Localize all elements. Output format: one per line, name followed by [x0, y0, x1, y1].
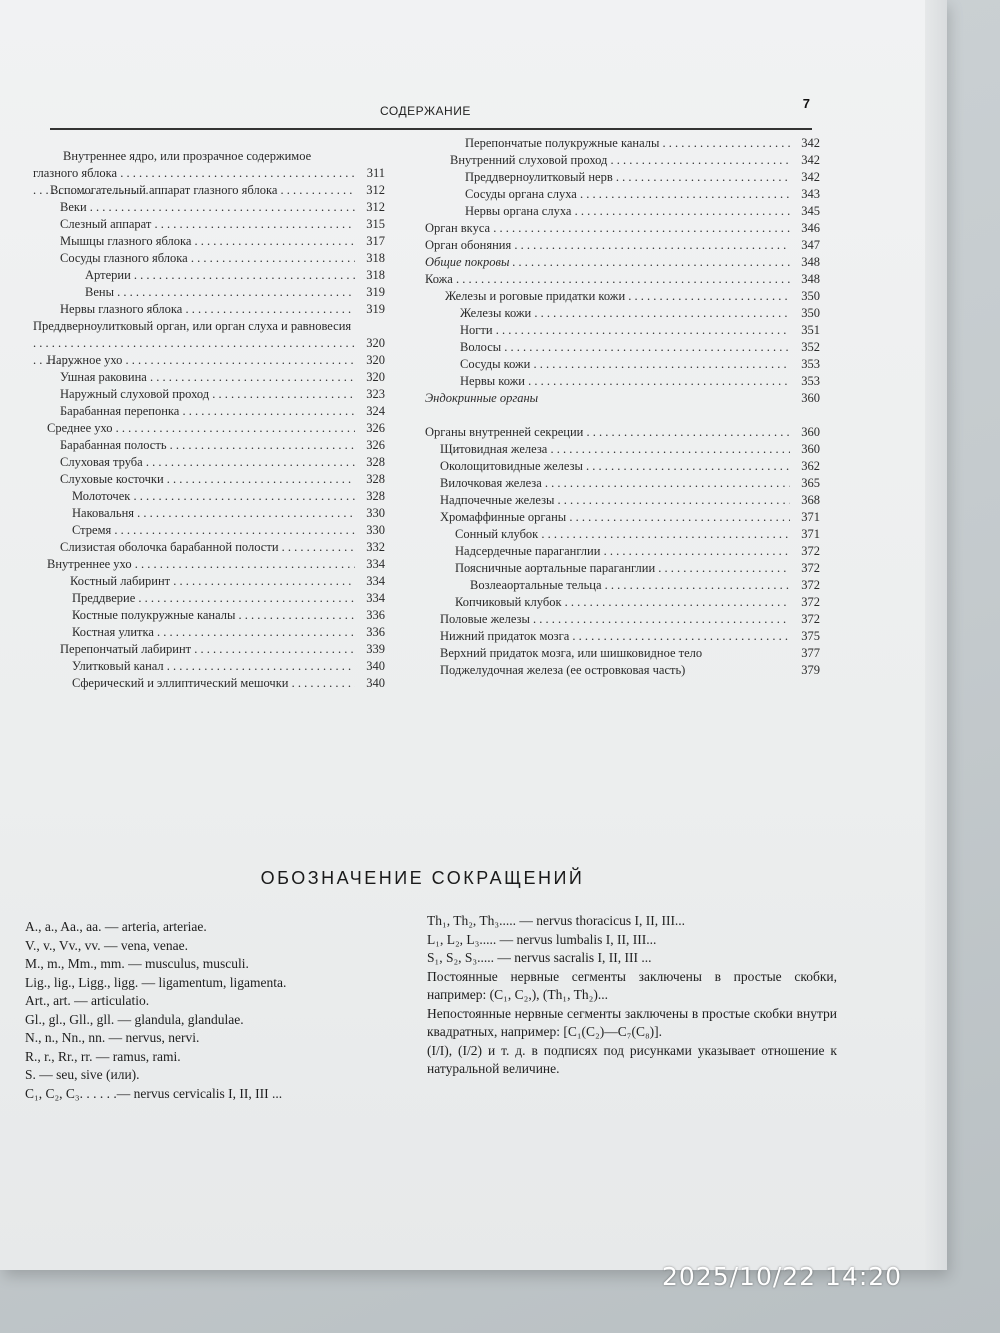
toc-entry-page: 340 [366, 659, 385, 673]
toc-entry [30, 675, 385, 692]
toc-entry [425, 322, 820, 339]
toc-entry-page: 318 [366, 268, 385, 282]
toc-entry-title: Слизистая оболочка барабанной полости . . . [30, 539, 355, 556]
toc-entry-title: Орган обоняния . . . [425, 237, 790, 254]
toc-entry [425, 475, 820, 492]
toc-entry-page: 342 [801, 170, 820, 184]
toc-entry-page: 348 [801, 272, 820, 286]
toc-entry-title: Преддверноулитковый орган, или орган слуха и равновесия . . . [30, 318, 355, 369]
toc-entry-title: Поясничные аортальные параганглии . . . [425, 560, 790, 577]
toc-entry [425, 645, 820, 662]
toc-entry-title: Ушная раковина . . . [30, 369, 355, 386]
toc-entry [425, 560, 820, 577]
toc-entry-title: Молоточек . . . [30, 488, 355, 505]
toc-entry-title: Веки . . . [30, 199, 355, 216]
toc-entry-title: Перепончатые полукружные каналы . . . [425, 135, 790, 152]
toc-entry-title: Сосуды органа слуха . . . [425, 186, 790, 203]
abbreviation-line: S. — seu, sive (или). [25, 1067, 140, 1082]
toc-entry-title: Артерии . . . [30, 267, 355, 284]
toc-entry-page: 372 [801, 561, 820, 575]
toc-entry-page: 312 [366, 183, 385, 197]
toc-entry-title: Верхний придаток мозга, или шишковидное тело [440, 646, 703, 660]
toc-entry [425, 577, 820, 594]
toc-entry-page: 336 [366, 608, 385, 622]
abbreviation-note: Непостоянные нервные сегменты заключены в простые скобки внутри квадратных, например: [C₁(C₂)—C₇(C₈)]. [427, 1005, 837, 1039]
toc-entry-page: 318 [366, 251, 385, 265]
toc-entry-page: 340 [366, 676, 385, 690]
toc-entry-title: Наковальня . . . [30, 505, 355, 522]
toc-entry-title: Эндокринные органы [425, 391, 539, 405]
toc-entry [30, 420, 385, 437]
toc-entry-title: Костный лабиринт . . . [30, 573, 355, 590]
toc-entry-title: Возлеаортальные тельца . . . [425, 577, 790, 594]
abbreviation-note: (I/I), (I/2) и т. д. в подписях под рисунками указывает отношение к натуральной величине. [427, 1042, 837, 1076]
toc-entry-page: 350 [801, 289, 820, 303]
toc-entry [425, 424, 820, 441]
toc-entry-page: 332 [366, 540, 385, 554]
page-edge [925, 0, 947, 1270]
toc-entry [425, 662, 820, 679]
abbreviation-line: Lig., lig., Ligg., ligg. — ligamentum, ligamenta. [25, 974, 287, 990]
toc-entry-page: 311 [366, 166, 385, 180]
toc-entry-title: Сосуды кожи . . . [425, 356, 790, 373]
toc-entry [30, 641, 385, 658]
toc-entry-page: 336 [366, 625, 385, 639]
toc-entry-page: 362 [801, 459, 820, 473]
toc-entry-page: 375 [801, 629, 820, 643]
toc-gap [425, 407, 820, 424]
toc-entry-title: Преддверие . . . [30, 590, 355, 607]
toc-entry-page: 360 [801, 442, 820, 456]
toc-entry [425, 526, 820, 543]
toc-entry [425, 220, 820, 237]
toc-entry [425, 594, 820, 611]
toc-entry-title: Вспомогательный аппарат глазного яблока . . . [30, 182, 355, 199]
toc-entry [30, 437, 385, 454]
toc-entry [30, 658, 385, 675]
toc-entry [425, 492, 820, 509]
toc-entry-title: Костные полукружные каналы . . . [30, 607, 355, 624]
toc-entry-page: 312 [366, 200, 385, 214]
toc-entry [425, 152, 820, 169]
abbreviation-line: A., a., Aa., aa. — arteria, arteriae. [25, 919, 207, 934]
toc-entry [30, 488, 385, 505]
toc-entry-title: Сонный клубок . . . [425, 526, 790, 543]
abbreviation-line: Th₁, Th₂, Th₃..... — nervus thoracicus I, II, III... [427, 913, 686, 928]
toc-entry-page: 353 [801, 357, 820, 371]
toc-entry [30, 148, 385, 182]
toc-entry [30, 250, 385, 267]
toc-entry-page: 334 [366, 574, 385, 588]
toc-entry [30, 539, 385, 556]
toc-entry-title: Нижний придаток мозга . . . [425, 628, 790, 645]
toc-entry [425, 271, 820, 288]
toc-entry [30, 352, 385, 369]
toc-entry-title: Барабанная перепонка . . . [30, 403, 355, 420]
toc-entry-page: 353 [801, 374, 820, 388]
toc-entry-title: Вены . . . [30, 284, 355, 301]
abbreviation-note: Постоянные нервные сегменты заключены в простые скобки, например: (C₁, C₂,), (Th₁, Th₂)... [427, 968, 837, 1002]
toc-entry-title: Железы кожи . . . [425, 305, 790, 322]
toc-entry [425, 543, 820, 560]
toc-entry [30, 233, 385, 250]
toc-entry-title: Вилочковая железа . . . [425, 475, 790, 492]
toc-entry-title: Щитовидная железа . . . [425, 441, 790, 458]
toc-entry-title: Слезный аппарат . . . [30, 216, 355, 233]
toc-entry-page: 320 [366, 370, 385, 384]
toc-entry-title: Слуховая труба . . . [30, 454, 355, 471]
toc-entry-page: 324 [366, 404, 385, 418]
toc-entry-page: 330 [366, 506, 385, 520]
header-rule [50, 128, 812, 130]
toc-entry [425, 186, 820, 203]
toc-entry-page: 343 [801, 187, 820, 201]
toc-entry-page: 320 [366, 353, 385, 367]
toc-entry-title: Мышцы глазного яблока . . . [30, 233, 355, 250]
toc-entry [30, 590, 385, 607]
toc-entry-page: 360 [801, 425, 820, 439]
toc-entry [425, 509, 820, 526]
toc-entry [425, 611, 820, 628]
toc-entry-title: Стремя . . . [30, 522, 355, 539]
toc-entry-title: Среднее ухо . . . [30, 420, 355, 437]
toc-entry [425, 237, 820, 254]
toc-entry-title: Нервы глазного яблока . . . [30, 301, 355, 318]
toc-entry-title: Хромаффинные органы . . . [425, 509, 790, 526]
toc-entry-title: Перепончатый лабиринт . . . [30, 641, 355, 658]
toc-entry-title: Надсердечные параганглии . . . [425, 543, 790, 560]
abbreviation-line: Gl., gl., Gll., gll. — glandula, glandulae. [25, 1011, 244, 1027]
toc-entry-page: 372 [801, 595, 820, 609]
toc-entry-page: 379 [801, 663, 820, 677]
toc-entry-page: 351 [801, 323, 820, 337]
toc-entry [30, 199, 385, 216]
toc-entry-page: 320 [366, 336, 385, 350]
toc-entry-title: Нервы кожи . . . [425, 373, 790, 390]
toc-entry [425, 628, 820, 645]
toc-entry-title: Железы и роговые придатки кожи . . . [425, 288, 790, 305]
toc-entry-title: Преддверноулитковый нерв . . . [425, 169, 790, 186]
toc-entry-page: 334 [366, 591, 385, 605]
toc-entry [30, 216, 385, 233]
toc-entry-page: 360 [801, 391, 820, 405]
toc-entry-page: 334 [366, 557, 385, 571]
toc-entry [425, 135, 820, 152]
toc-entry-page: 315 [366, 217, 385, 231]
toc-entry-page: 319 [366, 285, 385, 299]
toc-entry-page: 372 [801, 544, 820, 558]
toc-entry-title: Поджелудочная железа (ее островковая часть) [440, 663, 686, 677]
toc-entry-title: Наружный слуховой проход . . . [30, 386, 355, 403]
toc-entry-page: 328 [366, 472, 385, 486]
toc-entry-page: 328 [366, 489, 385, 503]
toc-entry-page: 368 [801, 493, 820, 507]
toc-entry-page: 342 [801, 153, 820, 167]
toc-entry [30, 556, 385, 573]
toc-entry-title: Внутреннее ядро, или прозрачное содержимое глазного яблока . . . [30, 148, 355, 199]
toc-entry-title: Сферический и эллиптический мешочки . . . [30, 675, 355, 692]
page-header [50, 96, 810, 124]
toc-entry [30, 505, 385, 522]
toc-entry-page: 371 [801, 510, 820, 524]
toc-entry-page: 342 [801, 136, 820, 150]
toc-entry [30, 454, 385, 471]
abbreviation-line: V., v., Vv., vv. — vena, venae. [25, 937, 188, 953]
toc-entry-title: Общие покровы . . . [425, 254, 790, 271]
toc-entry-title: Внутреннее ухо . . . [30, 556, 355, 573]
toc-entry [30, 573, 385, 590]
toc-entry [30, 624, 385, 641]
abbreviation-line: R., r., Rr., rr. — ramus, rami. [25, 1048, 181, 1064]
toc-entry-page: 347 [801, 238, 820, 252]
toc-entry-page: 346 [801, 221, 820, 235]
toc-entry-title: Органы внутренней секреции . . . [425, 424, 790, 441]
toc-entry-page: 339 [366, 642, 385, 656]
toc-entry [425, 373, 820, 390]
toc-entry-page: 317 [366, 234, 385, 248]
toc-entry [30, 403, 385, 420]
toc-entry-title: Слуховые косточки . . . [30, 471, 355, 488]
abbreviation-line: M., m., Mm., mm. — musculus, musculi. [25, 956, 249, 971]
toc-entry-title: Наружное ухо . . . [30, 352, 355, 369]
toc-entry-page: 323 [366, 387, 385, 401]
toc-entry [30, 369, 385, 386]
toc-entry [30, 607, 385, 624]
toc-entry-title: Сосуды глазного яблока . . . [30, 250, 355, 267]
toc-entry [425, 390, 820, 407]
toc-entry [425, 441, 820, 458]
toc-entry-title: Улитковый канал . . . [30, 658, 355, 675]
toc-entry-title: Внутренний слуховой проход . . . [425, 152, 790, 169]
abbreviation-line: L₁, L₂, L₃..... — nervus lumbalis I, II, III... [427, 931, 657, 947]
toc-entry-title: Барабанная полость . . . [30, 437, 355, 454]
toc-entry-title: Надпочечные железы . . . [425, 492, 790, 509]
toc-entry [425, 305, 820, 322]
abbreviation-line: N., n., Nn., nn. — nervus, nervi. [25, 1030, 200, 1045]
toc-entry-page: 348 [801, 255, 820, 269]
toc-entry-title: Копчиковый клубок . . . [425, 594, 790, 611]
toc-entry-page: 326 [366, 438, 385, 452]
toc-entry-title: Околощитовидные железы . . . [425, 458, 790, 475]
toc-entry [425, 169, 820, 186]
abbreviation-line: C₁, C₂, C₃. . . . . .— nervus cervicalis I, II, III ... [25, 1085, 283, 1101]
toc-entry [30, 386, 385, 403]
toc-entry-page: 350 [801, 306, 820, 320]
toc-entry-page: 377 [801, 646, 820, 660]
toc-entry-page: 345 [801, 204, 820, 218]
toc-left-column [30, 148, 385, 692]
toc-entry [30, 182, 385, 199]
toc-entry [425, 458, 820, 475]
abbreviations-left-column [25, 918, 420, 1103]
toc-entry [425, 288, 820, 305]
toc-entry-title: Орган вкуса . . . [425, 220, 790, 237]
toc-entry-title: Половые железы . . . [425, 611, 790, 628]
toc-right-column [425, 135, 820, 679]
toc-entry [30, 284, 385, 301]
toc-entry [425, 356, 820, 373]
abbreviation-line: Art., art. — articulatio. [25, 993, 150, 1008]
toc-entry-page: 326 [366, 421, 385, 435]
toc-entry-page: 365 [801, 476, 820, 490]
toc-entry [425, 203, 820, 220]
toc-entry-title: Ногти . . . [425, 322, 790, 339]
toc-entry-title: Костная улитка . . . [30, 624, 355, 641]
toc-entry-page: 371 [801, 527, 820, 541]
abbreviations-right-column [427, 912, 837, 1079]
toc-entry [425, 339, 820, 356]
toc-entry-page: 319 [366, 302, 385, 316]
toc-entry-page: 330 [366, 523, 385, 537]
abbreviation-line: S₁, S₂, S₃..... — nervus sacralis I, II, III ... [427, 950, 652, 965]
toc-entry-title: Волосы . . . [425, 339, 790, 356]
abbreviations-title: ОБОЗНАЧЕНИЕ СОКРАЩЕНИЙ [260, 868, 585, 888]
toc-entry [30, 471, 385, 488]
toc-entry-title: Нервы органа слуха . . . [425, 203, 790, 220]
running-title: СОДЕРЖАНИЕ [380, 104, 471, 118]
toc-entry-title: Кожа . . . [425, 271, 790, 288]
toc-entry-page: 328 [366, 455, 385, 469]
toc-entry-page: 372 [801, 612, 820, 626]
toc-entry-page: 352 [801, 340, 820, 354]
toc-entry-page: 372 [801, 578, 820, 592]
toc-entry [30, 301, 385, 318]
page-number: 7 [802, 96, 810, 111]
toc-entry [425, 254, 820, 271]
photo-timestamp: 2025/10/22 14:20 [662, 1262, 903, 1291]
toc-entry [30, 318, 385, 352]
toc-entry [30, 522, 385, 539]
toc-entry [30, 267, 385, 284]
